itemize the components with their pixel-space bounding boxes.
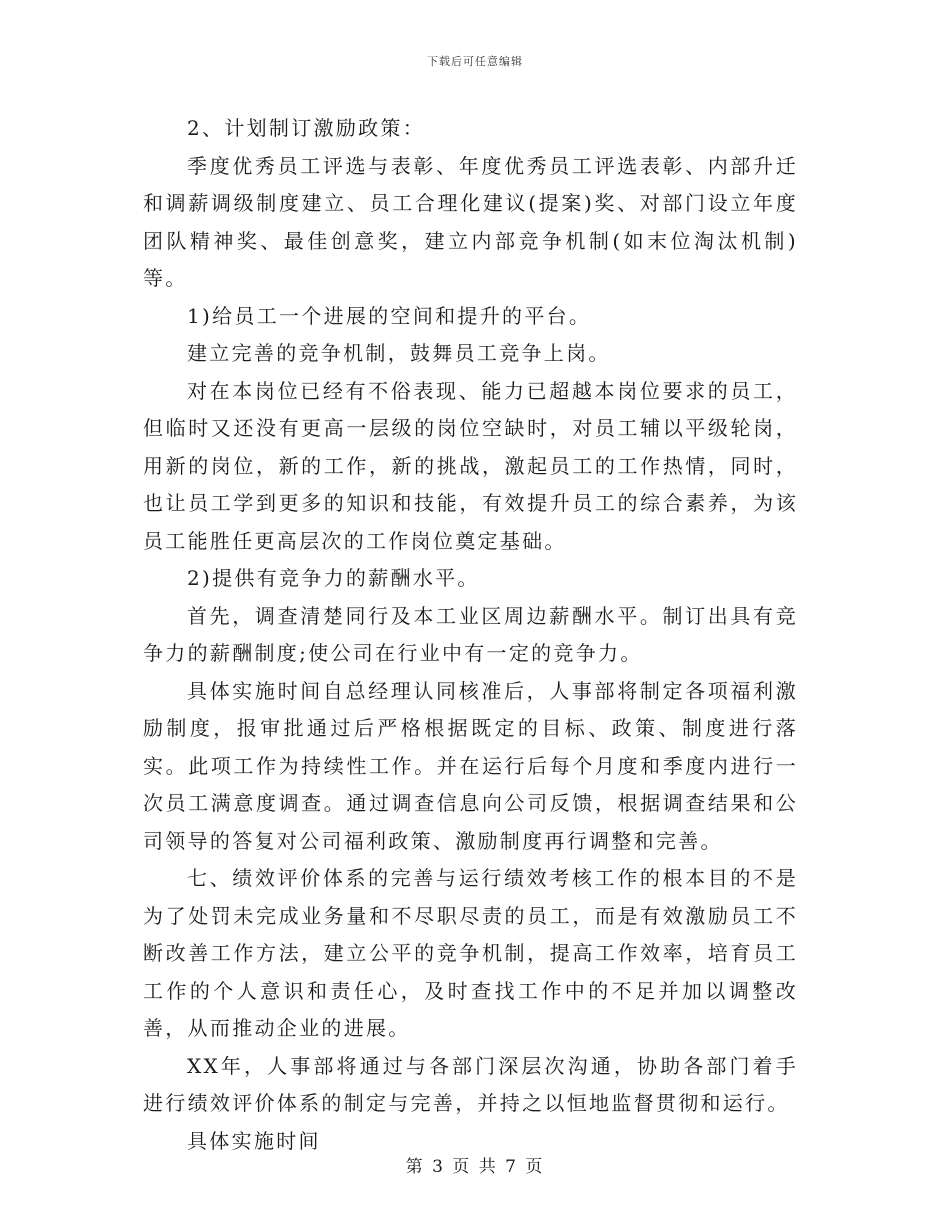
paragraph: 首先，调查清楚同行及本工业区周边薪酬水平。制订出具有竞争力的薪酬制度;使公司在行业中有一定的竞争力。	[143, 603, 798, 665]
paragraph: 季度优秀员工评选与表彰、年度优秀员工评选表彰、内部升迁和调薪调级制度建立、员工合理化建议(提案)奖、对部门设立年度团队精神奖、最佳创意奖，建立内部竞争机制(如末位淘汰机制)等。	[143, 153, 798, 290]
paragraph: 1)给员工一个进展的空间和提升的平台。	[187, 303, 592, 328]
page-header: 下载后可任意编辑	[427, 55, 523, 68]
paragraph: 2、计划制订激励政策：	[187, 116, 426, 140]
paragraph: 具体实施时间自总经理认同核准后，人事部将制定各项福利激励制度，报审批通过后严格根据既定的目标、政策、制度进行落实。此项工作为持续性工作。并在运行后每个月度和季度内进行一次员工满意度调查。通过调查信息向公司反馈，根据调查结果和公司领导的答复对公司福利政策、激励制度再行调整和完善。	[143, 678, 798, 853]
paragraph: XX年，人事部将通过与各部门深层次沟通，协助各部门着手进行绩效评价体系的制定与完善，并持之以恒地监督贯彻和运行。	[143, 1053, 798, 1115]
paragraph: 七、绩效评价体系的完善与运行绩效考核工作的根本目的不是为了处罚未完成业务量和不尽职尽责的员工，而是有效激励员工不断改善工作方法，建立公平的竞争机制，提高工作效率，培育员工工作的个人意识和责任心，及时查找工作中的不足并加以调整改善，从而推动企业的进展。	[143, 866, 798, 1040]
paragraph: 对在本岗位已经有不俗表现、能力已超越本岗位要求的员工，但临时又还没有更高一层级的岗位空缺时，对员工辅以平级轮岗，用新的岗位，新的工作，新的挑战，激起员工的工作热情，同时，也让员工学到更多的知识和技能，有效提升员工的综合素养，为该员工能胜任更高层次的工作岗位奠定基础。	[143, 378, 798, 553]
paragraph: 具体实施时间	[187, 1128, 321, 1153]
paragraph: 建立完善的竞争机制，鼓舞员工竞争上岗。	[187, 341, 611, 365]
paragraph: 2)提供有竞争力的薪酬水平。	[187, 566, 480, 590]
page-number-footer: 第 3 页 共 7 页	[405, 1157, 545, 1177]
document-body	[143, 110, 798, 1160]
